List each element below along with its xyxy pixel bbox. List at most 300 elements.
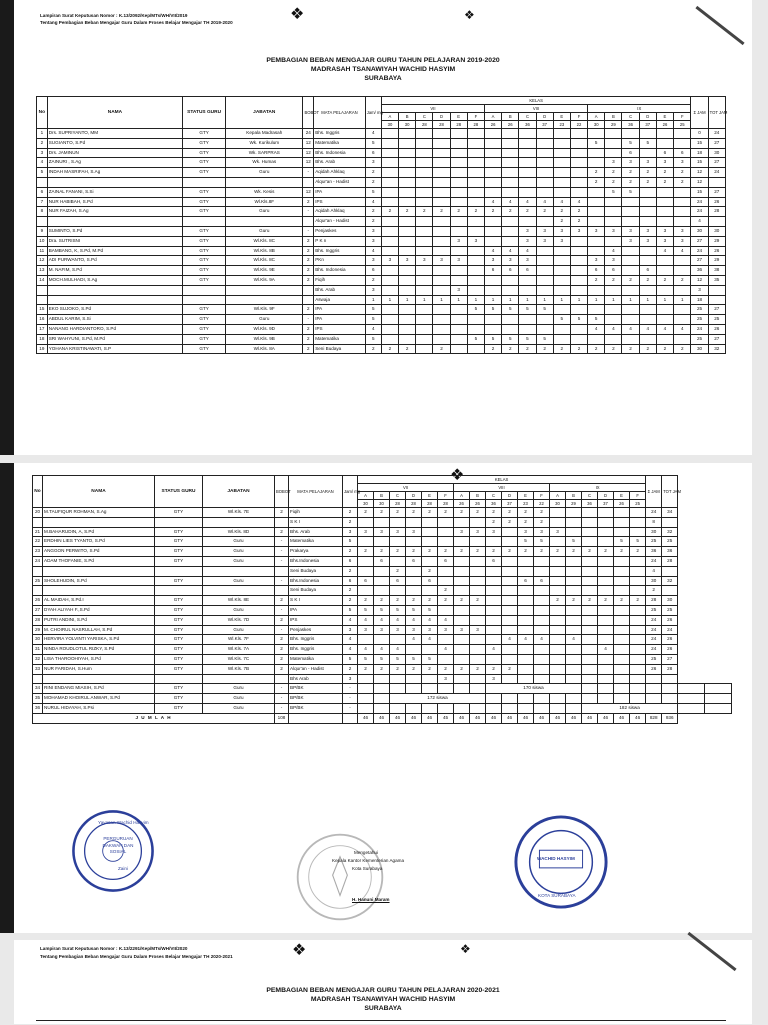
table-row <box>33 547 732 557</box>
class-letter-header: A <box>381 113 398 121</box>
subject-name: S K I <box>289 596 343 606</box>
class-hours-cell <box>570 324 587 334</box>
class-hours-cell <box>598 674 614 684</box>
class-hours-cell <box>598 605 614 615</box>
class-hours-cell: 2 <box>450 207 467 217</box>
teacher-position: Wk. Humas <box>226 158 303 168</box>
sum-hours: 24 <box>646 615 662 625</box>
class-hours-cell <box>450 226 467 236</box>
class-hours-cell <box>598 694 614 704</box>
class-hours-cell: 2 <box>422 566 438 576</box>
class-letter-header: F <box>630 492 646 500</box>
class-hours-cell <box>450 177 467 187</box>
class-hours-cell <box>518 625 534 635</box>
class-hours-cell: 5 <box>502 305 519 315</box>
class-hours-cell <box>570 246 587 256</box>
class-hours-cell: 2 <box>358 508 374 518</box>
class-hours-cell <box>433 285 450 295</box>
class-hours-cell <box>416 177 433 187</box>
grade-header-vii: VII <box>381 105 484 113</box>
class-hours-cell <box>536 256 553 266</box>
class-hours-cell: 1 <box>519 295 536 305</box>
stamp-left-text-3: Zaini <box>118 866 128 871</box>
teacher-position: Guru <box>203 576 275 586</box>
hours-per-week: 2 <box>343 547 358 557</box>
subject-name: Fiqih <box>314 275 366 285</box>
teacher-position: Guru <box>203 703 275 713</box>
class-hours-cell <box>605 236 622 246</box>
class-hours-cell <box>536 324 553 334</box>
teacher-name: MOCH.MULHADI, S.Ag <box>47 275 182 285</box>
subject-name: Aqidah Ahklaq <box>314 207 366 217</box>
class-hours-cell <box>399 315 416 325</box>
class-hours-cell <box>438 517 454 527</box>
class-hours-cell <box>470 556 486 566</box>
teacher-position: Wl.Kls. 8C <box>226 236 303 246</box>
class-hours-cell: 3 <box>438 674 454 684</box>
class-letter-header: A <box>588 113 605 121</box>
class-hours-cell <box>467 226 484 236</box>
stamp-right-text-1: WACHID HASYIM <box>537 856 575 861</box>
subject-name: Aswaja <box>314 295 366 305</box>
class-hours-cell <box>486 566 502 576</box>
grand-sum-hours: 828 <box>646 713 662 723</box>
class-hours-cell <box>470 576 486 586</box>
class-hours-cell <box>502 315 519 325</box>
class-hours-cell <box>450 148 467 158</box>
class-hours-cell: 4 <box>536 197 553 207</box>
class-hours-cell <box>502 148 519 158</box>
class-hours-cell <box>467 148 484 158</box>
subject-name: Prakarya <box>289 547 343 557</box>
class-hours-cell <box>438 605 454 615</box>
position-weight: 12 <box>303 158 314 168</box>
class-hours-cell: 3 <box>390 527 406 537</box>
hours-per-week: - <box>343 703 358 713</box>
class-hours-cell <box>467 324 484 334</box>
class-hours-cell: 3 <box>605 256 622 266</box>
class-hours-cell: 5 <box>630 537 646 547</box>
class-hours-cell <box>566 566 582 576</box>
table-row <box>37 158 726 168</box>
class-hours-cell <box>470 703 486 713</box>
class-hours-cell: 2 <box>438 547 454 557</box>
class-hours-cell <box>614 615 630 625</box>
class-hours-cell <box>605 315 622 325</box>
class-hours-cell: 2 <box>518 517 534 527</box>
class-hours-cell: 3 <box>519 226 536 236</box>
class-hours-cell: 3 <box>470 527 486 537</box>
class-hours-cell: 2 <box>534 508 550 518</box>
class-hours-cell <box>358 684 374 694</box>
teacher-name: SRI WAHYUNI, S.Pd, M.Pd <box>47 334 182 344</box>
class-hours-cell: 2 <box>502 207 519 217</box>
total-hours <box>708 217 725 227</box>
table-row <box>33 605 732 615</box>
class-hours-cell <box>582 625 598 635</box>
sum-hours <box>678 703 705 713</box>
class-hours-cell: 2 <box>406 547 422 557</box>
total-hours: 27 <box>708 187 725 197</box>
class-hours-cell <box>450 334 467 344</box>
hours-per-week: 2 <box>365 217 381 227</box>
class-hours-cell <box>588 158 605 168</box>
class-hours-cell <box>570 275 587 285</box>
class-total-cell: 46 <box>534 713 550 723</box>
subject-name: Penjaskes <box>289 625 343 635</box>
class-letter-header: E <box>518 492 534 500</box>
col-header-kelas: KELAS <box>358 476 646 484</box>
class-hours-cell: 2 <box>390 596 406 606</box>
class-hours-cell <box>484 148 501 158</box>
class-hours-cell <box>536 187 553 197</box>
class-hours-cell <box>470 605 486 615</box>
class-hours-cell <box>390 517 406 527</box>
hours-per-week: 6 <box>343 556 358 566</box>
class-hours-cell: 3 <box>486 527 502 537</box>
class-hours-cell <box>674 129 691 139</box>
class-hours-cell <box>416 168 433 178</box>
class-hours-cell: 3 <box>570 226 587 236</box>
class-letter-header: B <box>470 492 486 500</box>
table-row <box>37 295 726 305</box>
row-number <box>33 674 43 684</box>
teacher-name: EKO SUJOKO, S.Pd <box>47 305 182 315</box>
class-hours-cell: 1 <box>381 295 398 305</box>
teacher-status: GTY <box>183 187 226 197</box>
class-letter-header: A <box>358 492 374 500</box>
class-size-header: 30 <box>381 121 398 129</box>
table-row <box>33 664 732 674</box>
class-hours-cell <box>416 148 433 158</box>
class-hours-cell <box>598 654 614 664</box>
row-number: 35 <box>33 694 43 704</box>
table-row <box>33 508 732 518</box>
teacher-status <box>155 586 203 596</box>
class-hours-cell <box>550 625 566 635</box>
class-hours-cell: 3 <box>454 527 470 537</box>
row-number: 30 <box>33 635 43 645</box>
table-row <box>33 615 732 625</box>
class-hours-cell <box>534 566 550 576</box>
class-hours-cell: 5 <box>374 654 390 664</box>
hours-per-week: 2 <box>343 508 358 518</box>
class-size-header: 25 <box>630 500 646 508</box>
class-letter-header: D <box>639 113 656 121</box>
class-hours-cell <box>358 703 374 713</box>
class-hours-cell <box>582 517 598 527</box>
class-hours-cell <box>614 527 630 537</box>
teacher-status: GTY <box>183 344 226 354</box>
class-hours-cell <box>656 305 673 315</box>
class-hours-cell <box>605 217 622 227</box>
class-hours-cell <box>598 508 614 518</box>
class-hours-cell <box>502 177 519 187</box>
class-hours-cell: 2 <box>374 547 390 557</box>
class-hours-cell <box>484 315 501 325</box>
class-hours-cell <box>566 527 582 537</box>
class-hours-cell: 2 <box>656 344 673 354</box>
class-letter-header: C <box>622 113 639 121</box>
col-header-bobot: BOBOT <box>303 97 314 129</box>
class-size-header: 25 <box>674 121 691 129</box>
attachment-line-1: Lampiran Surat Keputusan Nomor : K.13/2092/Kep/MTs/WH/VII/2019 <box>40 13 188 18</box>
class-hours-cell: 3 <box>622 158 639 168</box>
teacher-status: GTY <box>155 625 203 635</box>
position-weight: 12 <box>303 148 314 158</box>
class-hours-cell <box>422 586 438 596</box>
table-row <box>37 334 726 344</box>
class-hours-cell <box>518 654 534 664</box>
class-hours-cell <box>674 217 691 227</box>
document-page-2019-continued <box>14 463 752 933</box>
total-label: J U M L A H <box>33 713 275 723</box>
class-hours-cell: 2 <box>656 177 673 187</box>
class-hours-cell <box>553 324 570 334</box>
class-hours-cell <box>550 566 566 576</box>
class-hours-cell <box>656 187 673 197</box>
subject-name: Bhs.Indonesia <box>289 556 343 566</box>
class-hours-cell: 3 <box>622 226 639 236</box>
total-hours <box>662 674 678 684</box>
class-hours-cell <box>614 645 630 655</box>
class-hours-cell: 5 <box>518 537 534 547</box>
subject-name: BP/BK <box>289 694 343 704</box>
class-hours-cell <box>598 537 614 547</box>
class-hours-cell <box>416 324 433 334</box>
grade-header-ix: IX <box>550 484 646 492</box>
class-hours-cell <box>605 285 622 295</box>
class-hours-cell <box>486 605 502 615</box>
subject-name: Bhs. Indonesia <box>314 266 366 276</box>
class-hours-cell <box>433 324 450 334</box>
class-hours-cell: 1 <box>588 295 605 305</box>
class-hours-cell <box>582 615 598 625</box>
sig-mengetahui: Mengetahui <box>354 850 379 855</box>
class-hours-cell <box>433 158 450 168</box>
subject-name: IPA <box>314 315 366 325</box>
class-hours-cell <box>416 187 433 197</box>
class-hours-cell <box>374 703 390 713</box>
class-hours-cell: 4 <box>422 635 438 645</box>
hours-per-week: 5 <box>365 187 381 197</box>
class-hours-cell: 3 <box>470 625 486 635</box>
class-hours-cell: 5 <box>406 605 422 615</box>
teacher-position <box>203 566 275 576</box>
class-hours-cell <box>534 625 550 635</box>
class-hours-cell <box>639 217 656 227</box>
class-hours-cell <box>450 266 467 276</box>
class-hours-cell: 6 <box>534 576 550 586</box>
teacher-position: Guru <box>203 684 275 694</box>
class-hours-cell <box>630 586 646 596</box>
class-hours-cell: 3 <box>656 226 673 236</box>
position-weight: 2 <box>275 654 289 664</box>
class-hours-cell <box>438 527 454 537</box>
class-hours-cell <box>422 517 438 527</box>
total-row <box>33 713 732 723</box>
class-hours-cell <box>450 197 467 207</box>
class-hours-cell: 2 <box>674 177 691 187</box>
class-hours-cell <box>467 187 484 197</box>
class-hours-cell <box>399 305 416 315</box>
class-hours-cell: 3 <box>486 674 502 684</box>
table-row <box>33 576 732 586</box>
class-hours-cell <box>519 138 536 148</box>
class-hours-cell: 5 <box>588 138 605 148</box>
teacher-name: MOHAMAD KHOIRUL ANWAR, S.Pd <box>43 694 155 704</box>
class-hours-cell <box>614 625 630 635</box>
total-hours: 27 <box>708 158 725 168</box>
teacher-status: GTY <box>155 537 203 547</box>
class-hours-cell <box>582 684 598 694</box>
class-hours-cell <box>566 517 582 527</box>
class-hours-cell <box>570 129 587 139</box>
sum-hours: 2 <box>646 586 662 596</box>
subject-name: Bhs Arab <box>289 674 343 684</box>
hours-per-week: 3 <box>365 236 381 246</box>
class-hours-cell <box>566 625 582 635</box>
class-hours-cell <box>467 344 484 354</box>
teacher-status <box>155 517 203 527</box>
class-hours-cell: 2 <box>438 596 454 606</box>
hours-per-week: 2 <box>365 275 381 285</box>
class-hours-cell <box>502 275 519 285</box>
class-hours-cell: 4 <box>484 246 501 256</box>
row-number <box>37 177 48 187</box>
class-hours-cell <box>534 694 550 704</box>
class-hours-cell <box>374 674 390 684</box>
hours-per-week: 3 <box>343 625 358 635</box>
class-hours-cell <box>519 217 536 227</box>
class-hours-cell: 2 <box>674 344 691 354</box>
document-page-2020 <box>14 940 752 1024</box>
class-hours-cell <box>566 556 582 566</box>
hours-per-week: 4 <box>365 246 381 256</box>
class-hours-cell <box>570 236 587 246</box>
class-hours-cell: 6 <box>605 266 622 276</box>
class-hours-cell <box>550 615 566 625</box>
class-hours-cell <box>450 158 467 168</box>
teacher-status: GTY <box>183 158 226 168</box>
class-hours-cell: 4 <box>534 635 550 645</box>
class-hours-cell <box>381 334 398 344</box>
class-hours-cell <box>622 129 639 139</box>
class-hours-cell: 2 <box>454 664 470 674</box>
row-number: 11 <box>37 246 48 256</box>
teacher-position: Wl.Kls. 8B <box>226 246 303 256</box>
total-hours <box>662 586 678 596</box>
class-hours-cell <box>381 305 398 315</box>
class-hours-cell <box>390 703 406 713</box>
class-hours-cell <box>406 537 422 547</box>
class-hours-cell <box>674 266 691 276</box>
class-hours-cell <box>358 674 374 684</box>
class-hours-cell <box>381 217 398 227</box>
class-hours-cell <box>416 334 433 344</box>
class-hours-cell: 5 <box>553 315 570 325</box>
class-hours-cell: 5 <box>519 334 536 344</box>
class-hours-cell <box>467 168 484 178</box>
class-hours-cell: 2 <box>502 664 518 674</box>
class-hours-cell: 3 <box>374 527 390 537</box>
teacher-status: GTY <box>155 703 203 713</box>
col-header-jabatan: JABATAN <box>226 97 303 129</box>
class-hours-cell <box>588 207 605 217</box>
sum-hours: 12 <box>691 275 708 285</box>
class-hours-cell: 2 <box>553 207 570 217</box>
class-hours-cell <box>656 207 673 217</box>
class-hours-cell <box>630 635 646 645</box>
col-header-bobot: BOBOT <box>275 476 289 508</box>
class-letter-header: C <box>416 113 433 121</box>
class-hours-cell: 3 <box>656 236 673 246</box>
class-hours-cell <box>674 197 691 207</box>
position-weight: 2 <box>303 334 314 344</box>
class-hours-cell <box>433 138 450 148</box>
sum-hours: 25 <box>691 334 708 344</box>
row-number: 25 <box>33 576 43 586</box>
table-row <box>33 537 732 547</box>
class-hours-cell <box>536 315 553 325</box>
subject-name: Penjaskes <box>314 226 366 236</box>
table-row <box>33 645 732 655</box>
subject-name: P K n <box>314 236 366 246</box>
class-hours-cell <box>470 635 486 645</box>
class-hours-cell <box>406 645 422 655</box>
class-hours-cell <box>467 256 484 266</box>
sum-hours: 4 <box>691 217 708 227</box>
hours-per-week: 6 <box>365 266 381 276</box>
class-hours-cell: 2 <box>630 596 646 606</box>
class-hours-cell <box>390 556 406 566</box>
teacher-position <box>226 295 303 305</box>
class-hours-cell: 6 <box>422 576 438 586</box>
hours-per-week: 4 <box>343 635 358 645</box>
class-hours-cell <box>422 527 438 537</box>
sig-city: Kota Surabaya <box>352 866 383 871</box>
sum-hours: 24 <box>646 635 662 645</box>
class-hours-cell <box>484 158 501 168</box>
class-hours-cell <box>433 217 450 227</box>
class-hours-cell <box>570 168 587 178</box>
total-hours: 24 <box>708 129 725 139</box>
sum-hours: 12 <box>691 177 708 187</box>
class-hours-cell <box>433 226 450 236</box>
class-hours-cell: 3 <box>406 527 422 537</box>
class-hours-cell <box>484 324 501 334</box>
class-hours-cell: 2 <box>570 207 587 217</box>
class-size-header: 29 <box>566 500 582 508</box>
class-size-header: 22 <box>534 500 550 508</box>
total-hours <box>705 684 732 694</box>
class-hours-cell <box>390 674 406 684</box>
class-hours-cell <box>550 635 566 645</box>
class-hours-cell <box>438 635 454 645</box>
class-hours-cell: 3 <box>588 256 605 266</box>
class-hours-cell <box>502 226 519 236</box>
class-hours-cell: 2 <box>470 664 486 674</box>
class-hours-cell: 2 <box>598 596 614 606</box>
subject-name: Bhs. Inggris <box>314 129 366 139</box>
punch-hole-icon: ❖ <box>460 942 471 956</box>
class-hours-cell: 2 <box>639 168 656 178</box>
class-hours-cell: 3 <box>454 625 470 635</box>
class-hours-cell <box>662 694 678 704</box>
class-hours-cell: 4 <box>484 197 501 207</box>
subject-name: Bhs. Inggris <box>289 635 343 645</box>
class-hours-cell: 4 <box>598 645 614 655</box>
